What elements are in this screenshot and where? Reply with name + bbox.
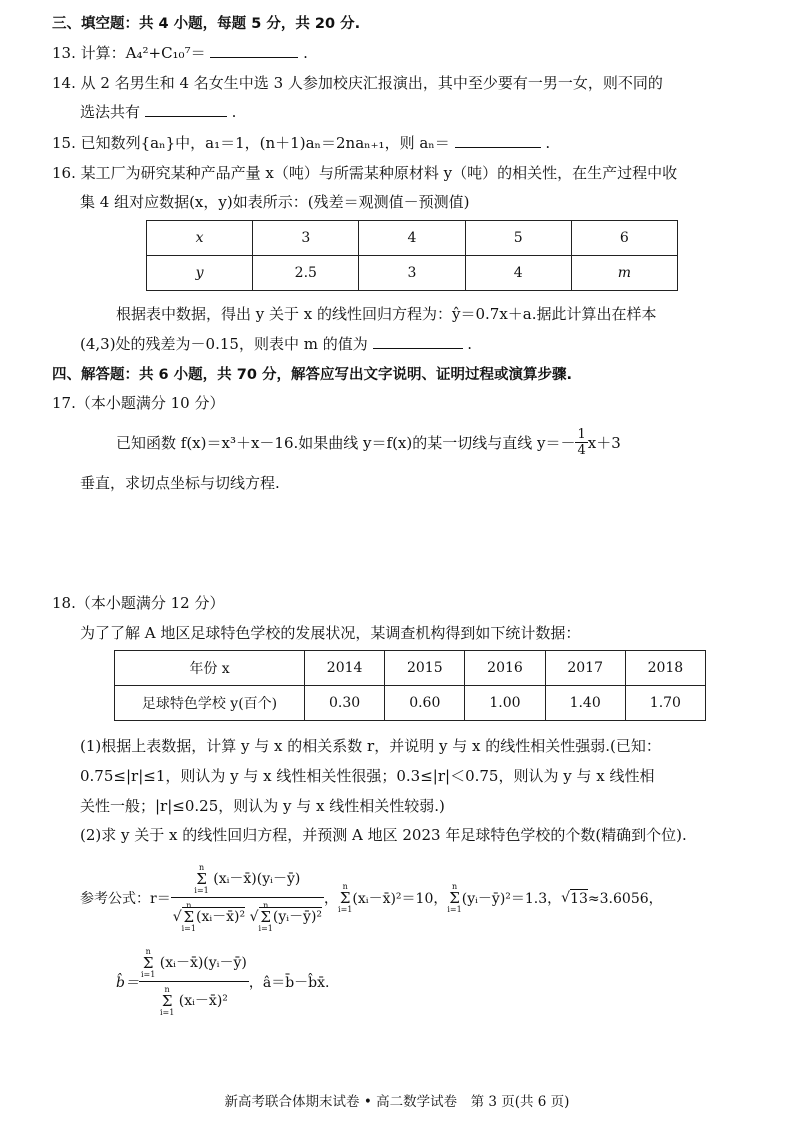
given-syy: (yᵢ－ȳ)²＝1.3， bbox=[461, 891, 562, 907]
section3-heading: 三、填空题：共 4 小题，每题 5 分，共 20 分. bbox=[52, 16, 361, 32]
q17-line1-b: x＋3 bbox=[587, 433, 621, 452]
question-13: 13. 计算：A₄²+C₁₀⁷＝ . bbox=[52, 44, 308, 62]
q18-data-table bbox=[114, 650, 706, 721]
table-cell: x bbox=[147, 221, 253, 256]
question-14 bbox=[52, 72, 663, 93]
formula-r-line: 参考公式：r＝ n Σ i=1 (xᵢ－x̄)(yᵢ－ȳ) √ n Σ i=1 (xᵢ－x̄)² √ n Σ i=1 (yᵢ－ȳ)² ， n Σ i=1 (xᵢ－x̄)²＝10， n Σ i=1 (yᵢ－ȳ)²＝1.3， √ 13 ≈3.6056， bbox=[80, 863, 663, 933]
table-cell: m bbox=[571, 256, 677, 291]
b-numerator: (xᵢ－x̄)(yᵢ－ȳ) bbox=[159, 955, 247, 971]
b-denominator: (xᵢ－x̄)² bbox=[178, 993, 228, 1009]
table-cell: 1.00 bbox=[465, 686, 545, 721]
q17-line1 bbox=[116, 422, 621, 462]
r-denominator-b: n Σ i=1 (yᵢ－ȳ)² bbox=[258, 901, 323, 933]
page-footer: 新高考联合体期末试卷 • 高二数学试卷 第 3 页(共 6 页) bbox=[224, 1094, 570, 1110]
table-cell: 2014 bbox=[305, 651, 385, 686]
sqrt-13: 13 bbox=[570, 891, 588, 907]
r-numerator: (xᵢ－x̄)(yᵢ－ȳ) bbox=[213, 871, 301, 887]
table-cell: 5 bbox=[465, 221, 571, 256]
q18-part1-line1: (1)根据上表数据，计算 y 与 x 的相关系数 r，并说明 y 与 x 的线性相关性强弱.(已知： bbox=[80, 737, 661, 755]
q17-line2: 垂直，求切点坐标与切线方程. bbox=[80, 474, 280, 492]
sum-symbol: n Σ i=1 bbox=[140, 947, 156, 979]
q16-answer-blank[interactable] bbox=[373, 334, 463, 349]
table-cell: 足球特色学校 y(百个) bbox=[115, 686, 305, 721]
question-16 bbox=[52, 162, 677, 183]
q16-after2: (4,3)处的残差为－0.15，则表中 m 的值为 bbox=[80, 335, 368, 353]
table-cell: y bbox=[147, 256, 253, 291]
q18-intro: 为了了解 A 地区足球特色学校的发展状况，某调查机构得到如下统计数据： bbox=[80, 624, 581, 642]
table-cell: 2018 bbox=[625, 651, 705, 686]
table-cell: 2015 bbox=[385, 651, 465, 686]
sum-symbol: n Σ i=1 bbox=[258, 901, 273, 933]
given-sxx: (xᵢ－x̄)²＝10， bbox=[352, 891, 448, 907]
q15-answer-blank[interactable] bbox=[455, 133, 541, 148]
q16-data-table bbox=[146, 220, 678, 291]
q14-number: 14. bbox=[52, 74, 76, 92]
table-cell: 2017 bbox=[545, 651, 625, 686]
q17-header: 17.（本小题满分 10 分） bbox=[52, 394, 225, 412]
q14-line2: 选法共有 bbox=[80, 103, 141, 121]
r-denominator-a: n Σ i=1 (xᵢ－x̄)² bbox=[181, 901, 246, 933]
q14-answer-blank[interactable] bbox=[145, 102, 227, 117]
a-hat-formula: ，â＝b̄－b̂x̄. bbox=[248, 975, 330, 991]
q16-row-x bbox=[147, 221, 678, 256]
table-cell: 年份 x bbox=[115, 651, 305, 686]
sum-symbol: n Σ i=1 bbox=[447, 882, 462, 914]
table-cell: 3 bbox=[359, 256, 465, 291]
b-hat-label: b̂＝ bbox=[116, 975, 139, 991]
q16-after2-line: (4,3)处的残差为－0.15，则表中 m 的值为 . bbox=[80, 335, 473, 353]
q18-part1-line2: 0.75≤|r|≤1，则认为 y 与 x 线性相关性很强；0.3≤|r|＜0.75，则认为 y 与 x 线性相 bbox=[80, 767, 655, 785]
q15-text: 已知数列{aₙ}中，a₁＝1，(n＋1)aₙ＝2naₙ₊₁，则 aₙ＝ bbox=[80, 134, 450, 152]
table-cell: 2016 bbox=[465, 651, 545, 686]
question-14-cont: 选法共有 . bbox=[80, 103, 237, 121]
section4-heading: 四、解答题：共 6 小题，共 70 分，解答应写出文字说明、证明过程或演算步骤. bbox=[52, 367, 572, 383]
sum-symbol: n Σ i=1 bbox=[181, 901, 196, 933]
q15-number: 15. bbox=[52, 134, 76, 152]
q13-number: 13. bbox=[52, 44, 76, 62]
formula-b-line bbox=[116, 944, 330, 1020]
sum-symbol: n Σ i=1 bbox=[194, 863, 209, 895]
sum-symbol: n Σ i=1 bbox=[159, 985, 175, 1017]
table-cell: 4 bbox=[465, 256, 571, 291]
q18-part1-line3: 关性一般；|r|≤0.25，则认为 y 与 x 线性相关性较弱.) bbox=[80, 797, 445, 815]
q18-row-year bbox=[115, 651, 706, 686]
table-cell: 2.5 bbox=[253, 256, 359, 291]
q16-number: 16. bbox=[52, 164, 76, 182]
formula-label: 参考公式：r＝ bbox=[80, 891, 171, 907]
sum-symbol: n Σ i=1 bbox=[338, 882, 353, 914]
table-cell: 6 bbox=[571, 221, 677, 256]
q16-row-y bbox=[147, 256, 678, 291]
q16-line2: 集 4 组对应数据(x，y)如表所示：(残差＝观测值－预测值) bbox=[80, 193, 470, 211]
table-cell: 0.30 bbox=[305, 686, 385, 721]
q18-row-y bbox=[115, 686, 706, 721]
table-cell: 4 bbox=[359, 221, 465, 256]
formula-r-fraction: n Σ i=1 (xᵢ－x̄)(yᵢ－ȳ) √ n Σ i=1 (xᵢ－x̄)² √ n Σ i=1 (yᵢ－ȳ)² bbox=[172, 863, 323, 933]
q14-line1: 从 2 名男生和 4 名女生中选 3 人参加校庆汇报演出，其中至少要有一男一女，则不同的 bbox=[80, 74, 663, 92]
q18-header: 18.（本小题满分 12 分） bbox=[52, 594, 225, 612]
table-cell: 1.40 bbox=[545, 686, 625, 721]
q17-fraction: $\frac{1}{4}$ bbox=[577, 426, 586, 458]
table-cell: 3 bbox=[253, 221, 359, 256]
formula-b-fraction bbox=[139, 947, 249, 1017]
q13-answer-blank[interactable] bbox=[210, 43, 298, 58]
q13-text: 计算：A₄²+C₁₀⁷＝ bbox=[80, 44, 206, 62]
sqrt-approx: ≈3.6056， bbox=[587, 891, 663, 907]
question-15: 15. 已知数列{aₙ}中，a₁＝1，(n＋1)aₙ＝2naₙ₊₁，则 aₙ＝ . bbox=[52, 134, 551, 152]
q17-line1-a: 已知函数 f(x)＝x³＋x－16.如果曲线 y＝f(x)的某一切线与直线 y＝－ bbox=[116, 433, 576, 452]
table-cell: 1.70 bbox=[625, 686, 705, 721]
q18-part2: (2)求 y 关于 x 的线性回归方程，并预测 A 地区 2023 年足球特色学校的个数(精确到个位). bbox=[80, 826, 687, 844]
q16-line1: 某工厂为研究某种产品产量 x（吨）与所需某种原材料 y（吨）的相关性，在生产过程中收 bbox=[80, 164, 678, 182]
table-cell: 0.60 bbox=[385, 686, 465, 721]
q16-after1: 根据表中数据，得出 y 关于 x 的线性回归方程为：ŷ＝0.7x＋a.据此计算出在样本 bbox=[116, 305, 657, 323]
